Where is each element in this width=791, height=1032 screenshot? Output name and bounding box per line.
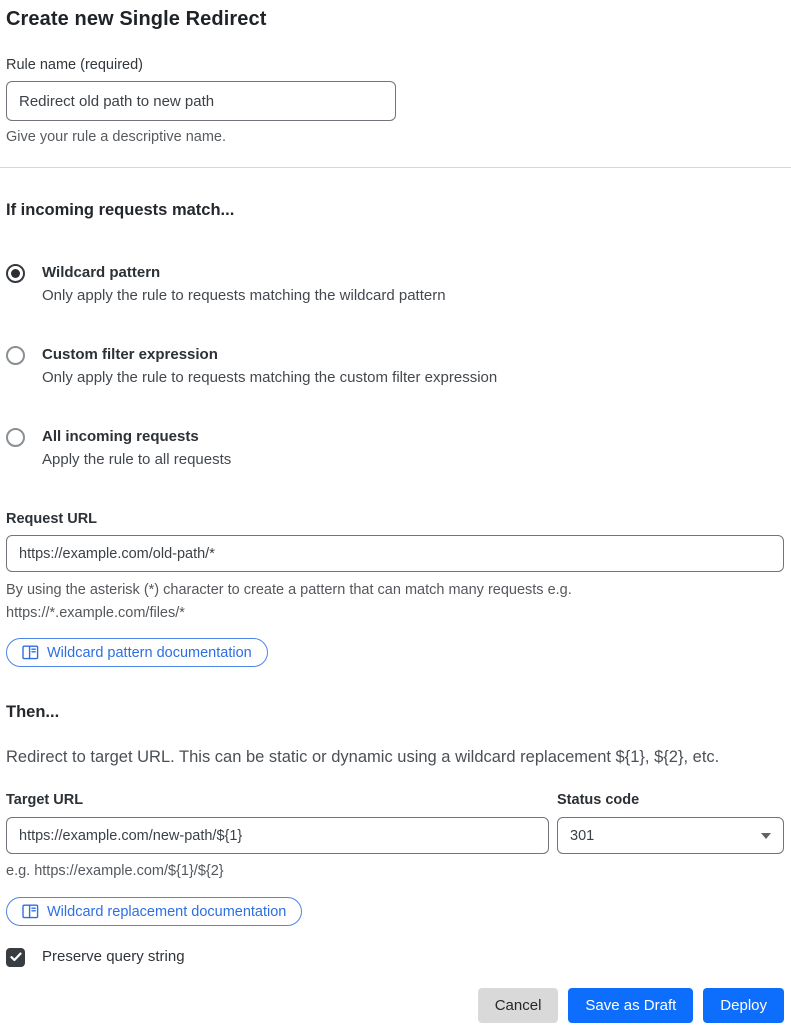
target-url-field	[6, 790, 549, 882]
section-divider	[0, 167, 791, 168]
status-code-field	[557, 790, 784, 882]
wildcard-pattern-docs-button[interactable]	[6, 638, 268, 667]
chevron-down-icon	[761, 833, 771, 839]
radio-option-texts	[42, 344, 497, 389]
radio-option-custom-filter-expression[interactable]	[6, 344, 784, 389]
target-url-helper: e.g. https://example.com/${1}/${2}	[6, 863, 224, 879]
status-code-select[interactable]	[557, 817, 784, 854]
radio-description: Apply the rule to all requests	[42, 451, 232, 468]
rule-name-input[interactable]	[6, 81, 396, 121]
radio-custom-filter-icon[interactable]	[6, 346, 25, 365]
deploy-button[interactable]: Deploy	[703, 988, 784, 1023]
radio-option-texts	[42, 426, 231, 471]
radio-label: Custom filter expression	[42, 346, 218, 363]
rule-name-helper: Give your rule a descriptive name.	[6, 129, 227, 145]
wildcard-replacement-docs-button[interactable]	[6, 897, 302, 926]
radio-option-texts	[42, 262, 446, 307]
docs-button-label: Wildcard replacement documentation	[47, 903, 287, 920]
preserve-query-string-label: Preserve query string	[42, 948, 185, 965]
request-url-input[interactable]	[6, 535, 784, 572]
page-title: Create new Single Redirect	[6, 8, 267, 30]
radio-all-requests-icon[interactable]	[6, 428, 25, 447]
radio-label: Wildcard pattern	[42, 264, 161, 281]
target-url-input[interactable]	[6, 817, 549, 854]
radio-wildcard-pattern-icon[interactable]	[6, 264, 25, 283]
match-section-heading: If incoming requests match...	[6, 201, 235, 219]
preserve-query-string-row[interactable]	[6, 946, 784, 968]
radio-option-all-incoming-requests[interactable]	[6, 426, 784, 471]
preserve-query-string-checkbox[interactable]	[6, 948, 25, 967]
book-icon	[22, 645, 39, 660]
cancel-button[interactable]: Cancel	[478, 988, 559, 1023]
radio-description: Only apply the rule to requests matching the wildcard pattern	[42, 287, 446, 304]
book-icon	[22, 904, 39, 919]
status-code-value: 301	[570, 827, 595, 844]
radio-option-wildcard-pattern[interactable]	[6, 262, 784, 307]
request-url-label: Request URL	[6, 511, 98, 527]
target-url-label: Target URL	[6, 792, 84, 808]
status-code-label: Status code	[557, 792, 640, 808]
docs-button-label: Wildcard pattern documentation	[47, 644, 252, 661]
then-section-heading: Then...	[6, 703, 60, 721]
then-section-description: Redirect to target URL. This can be static or dynamic using a wildcard replacement ${1}, ${2}, etc.	[6, 748, 720, 766]
save-as-draft-button[interactable]: Save as Draft	[568, 988, 693, 1023]
target-status-row	[6, 790, 784, 882]
check-icon	[10, 952, 22, 962]
request-url-helper: By using the asterisk (*) character to create a pattern that can match many requests e.g. https://*.example.com/files/*	[6, 582, 572, 621]
radio-description: Only apply the rule to requests matching the custom filter expression	[42, 369, 498, 386]
rule-name-label: Rule name (required)	[6, 57, 144, 73]
footer-actions	[6, 988, 784, 1023]
radio-label: All incoming requests	[42, 428, 199, 445]
